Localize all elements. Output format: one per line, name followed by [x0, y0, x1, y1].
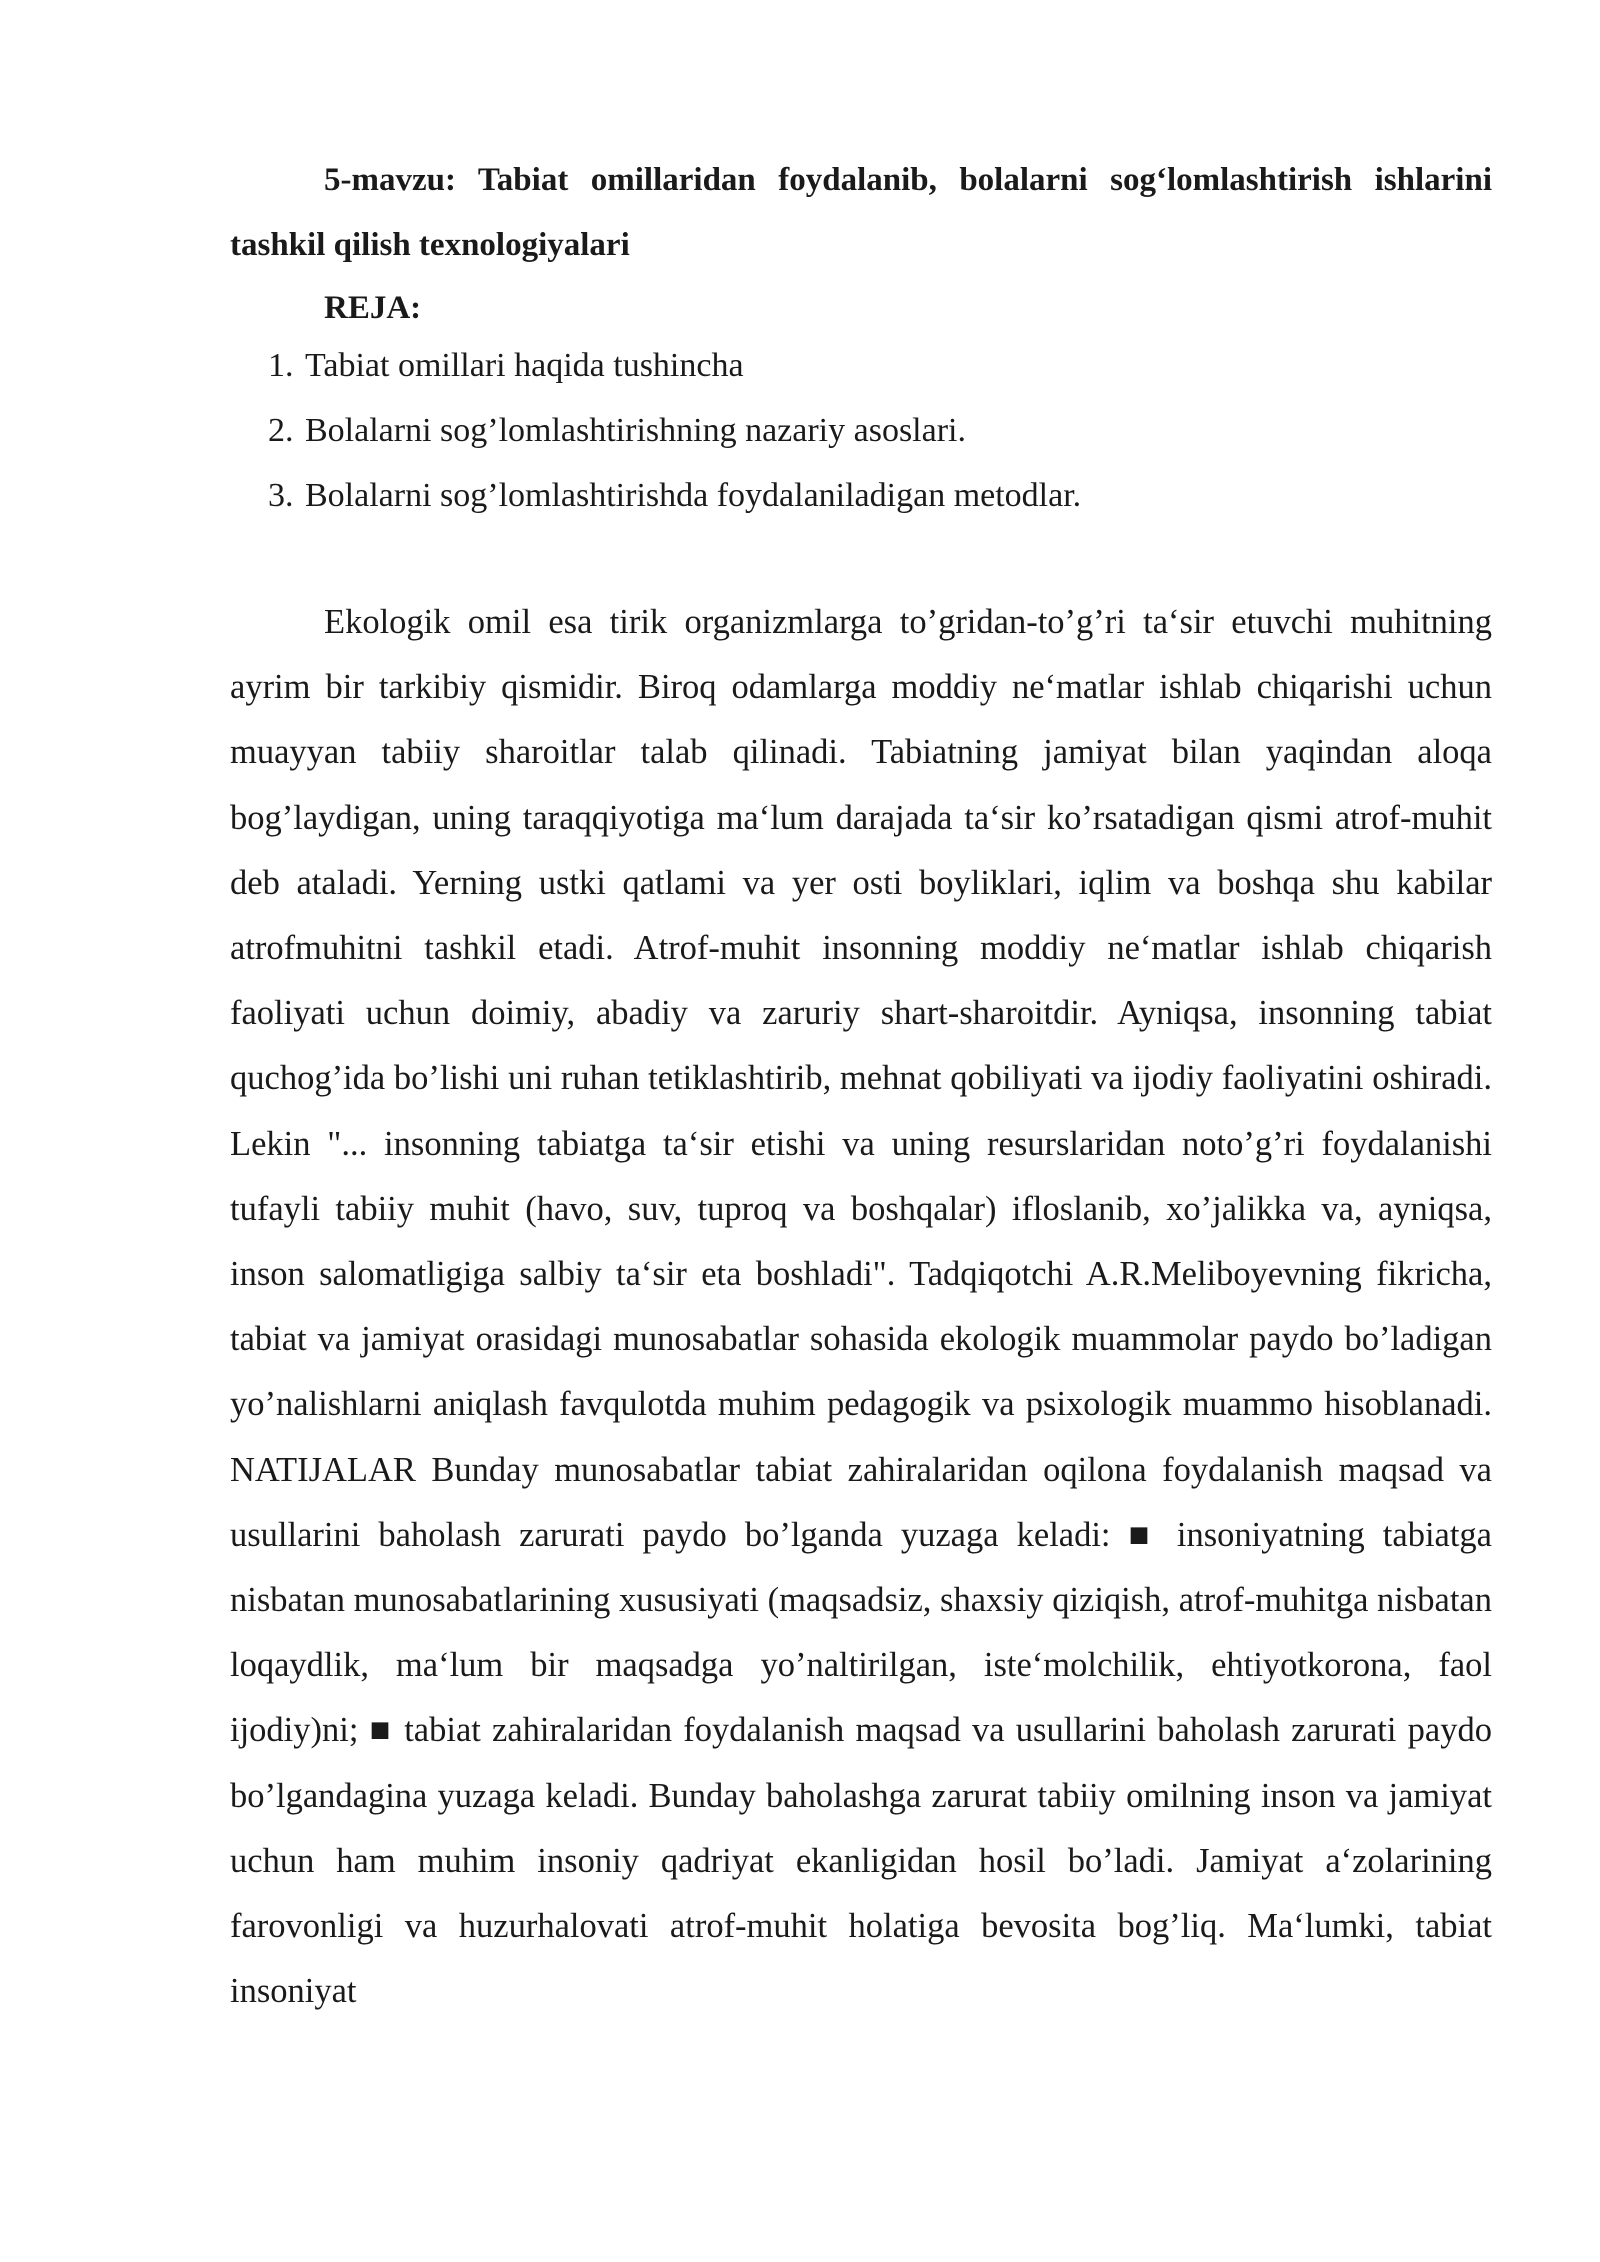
plan-item	[0, 463, 1081, 528]
plan-heading: REJA:	[324, 290, 422, 326]
body-paragraph: Ekologik omil esa tirik organizmlarga to’gridan-to’g’ri ta‘sir etuvchi muhitning ayrim bir tarkibiy qismidir. Biroq odamlarga moddiy ne‘matlar ishlab chiqarishi uchun muayyan tabiiy sharoitlar talab qilinadi. Tabiatning jamiyat bilan yaqindan aloqa bog’laydigan, uning taraqqiyotiga ma‘lum darajada ta‘sir ko’rsatadigan qismi atrof-muhit deb ataladi. Yerning ustki qatlami va yer osti boyliklari, iqlim va boshqa shu kabilar atrofmuhitni tashkil etadi. Atrof-muhit insonning moddiy ne‘matlar ishlab chiqarish faoliyati uchun doimiy, abadiy va zaruriy shart-sharoitdir. Ayniqsa, insonning tabiat quchog’ida bo’lishi uni ruhan tetiklashtirib, mehnat qobiliyati va ijodiy faoliyatini oshiradi. Lekin "... insonning tabiatga ta‘sir etishi va uning resurslaridan noto’g’ri foydalanishi tufayli tabiiy muhit (havo, suv, tuproq va boshqalar) ifloslanib, xo’jalikka va, ayniqsa, inson salomatligiga salbiy ta‘sir eta boshladi". Tadqiqotchi A.R.Meliboyevning fikricha, tabiat va jamiyat orasidagi munosabatlar sohasida ekologik muammolar paydo bo’ladigan yo’nalishlarni aniqlash favqulotda muhim pedagogik va psixologik muammo hisoblanadi. NATIJALAR Bunday munosabatlar tabiat zahiralaridan oqilona foydalanish maqsad va usullarini baholash zarurati paydo bo’lganda yuzaga keladi: ■ insoniyatning tabiatga nisbatan munosabatlarining xususiyati (maqsadsiz, shaxsiy qiziqish, atrof-muhitga nisbatan loqaydlik, ma‘lum bir maqsadga yo’naltirilgan, iste‘molchilik, ehtiyotkorona, faol ijodiy)ni; ■ tabiat zahiralaridan foydalanish maqsad va usullarini baholash zarurati paydo bo’lgandagina yuzaga keladi. Bunday baholashga zarurat tabiiy omilning inson va jamiyat uchun ham muhim insoniy qadriyat ekanligidan hosil bo’ladi. Jamiyat a‘zolarining farovonligi va huzurhalovati atrof-muhit holatiga bevosita bog’liq. Ma‘lumki, tabiat insoniyat	[230, 603, 1492, 2011]
plan-item-number: 3.	[268, 477, 294, 514]
document-title	[230, 148, 1492, 278]
topic-title: Tabiat omillaridan foydalanib, bolalarni sog‘lomlashtirish ishlarini tashkil qilish texnologiyalari	[230, 162, 1492, 263]
plan-item-number: 1.	[268, 347, 294, 384]
plan-item-text: Bolalarni sog’lomlashtirishda foydalaniladigan metodlar.	[305, 477, 1082, 514]
plan-item-text: Tabiat omillari haqida tushincha	[305, 347, 744, 384]
plan-item	[0, 333, 1081, 398]
plan-item-number: 2.	[268, 412, 294, 449]
topic-number: 5-mavzu:	[324, 162, 456, 198]
plan-item	[0, 398, 1081, 463]
plan-item-text: Bolalarni sog’lomlashtirishning nazariy asoslari.	[305, 412, 966, 449]
plan-list	[0, 333, 1081, 528]
